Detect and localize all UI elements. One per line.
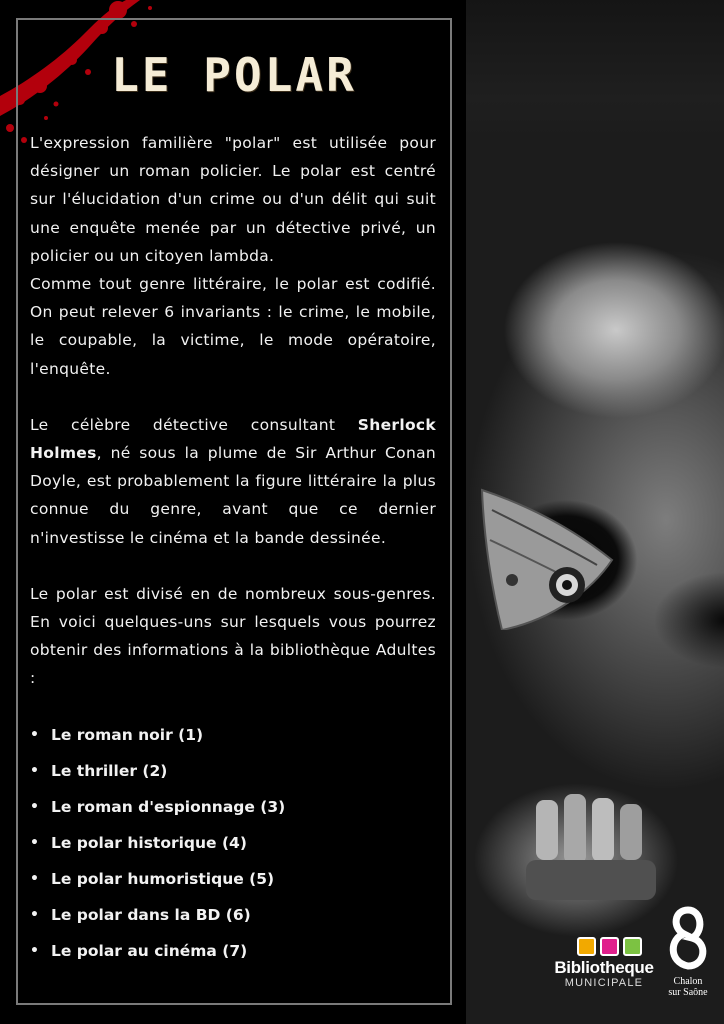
bullet-icon: • <box>30 799 39 815</box>
bullet-icon: • <box>30 871 39 887</box>
intro-text <box>30 129 436 693</box>
genre-label: Le polar dans la BD (6) <box>51 906 251 924</box>
genre-label: Le polar historique (4) <box>51 834 247 852</box>
sherlock-name: Sherlock Holmes <box>30 415 436 463</box>
library-sub: MUNICIPALE <box>564 977 644 989</box>
city-name: Chalon <box>673 976 703 987</box>
moth-icon <box>472 480 622 630</box>
list-item <box>30 904 440 940</box>
paragraph-invariants: Comme tout genre littéraire, le polar est codifié. On peut relever 6 invariants : le crime, le mobile, le coupable, la victime, le mode opératoire, l'enquête. <box>30 275 436 378</box>
genre-label: Le roman d'espionnage (3) <box>51 798 286 816</box>
genre-label: Le polar au cinéma (7) <box>51 942 248 960</box>
bullet-icon: • <box>30 907 39 923</box>
skull-photo <box>466 0 724 1024</box>
list-item <box>30 796 440 832</box>
sherlock-text-after: , né sous la plume de Sir Arthur Conan Doyle, est probablement la figure littéraire la plus connue du genre, avant que ce dernier n'investisse le cinéma et la bande dessinée. <box>30 444 436 547</box>
city-name-sub: sur Saône <box>668 987 708 998</box>
library-name: Bibliotheque <box>554 958 654 977</box>
city-logo <box>663 906 713 1002</box>
genre-label: Le roman noir (1) <box>51 726 204 744</box>
teeth-icon <box>526 760 676 920</box>
chat-icon <box>623 937 642 956</box>
bullet-icon: • <box>30 763 39 779</box>
paragraph-sherlock <box>30 411 436 552</box>
library-logo <box>553 937 655 999</box>
bullet-icon: • <box>30 835 39 851</box>
bullet-icon: • <box>30 943 39 959</box>
paragraph-definition: L'expression familière "polar" est utilisée pour désigner un roman policier. Le polar est centré sur l'élucidation d'un crime ou d'un délit qui suit une enquête menée par un détective privé, un policier ou un citoyen lambda. <box>30 134 436 265</box>
list-item <box>30 868 440 904</box>
list-item <box>30 832 440 868</box>
list-item <box>30 940 440 976</box>
book-icon <box>577 937 596 956</box>
library-logo-icons <box>563 937 655 956</box>
tablet-icon <box>600 937 619 956</box>
list-item <box>30 760 440 796</box>
page-title: LE POLAR <box>111 48 357 102</box>
genre-label: Le thriller (2) <box>51 762 168 780</box>
city-emblem-icon <box>666 906 710 972</box>
genre-list <box>30 724 440 976</box>
photo-shadow <box>466 0 724 140</box>
bullet-icon: • <box>30 727 39 743</box>
genre-label: Le polar humoristique (5) <box>51 870 275 888</box>
paragraph-subgenres: Le polar est divisé en de nombreux sous-genres. En voici quelques-uns sur lesquels vous pourrez obtenir des informations à la bibliothèque Adultes : <box>30 584 436 688</box>
list-item <box>30 724 440 760</box>
sherlock-text-before: Le célèbre détective consultant <box>30 415 358 434</box>
